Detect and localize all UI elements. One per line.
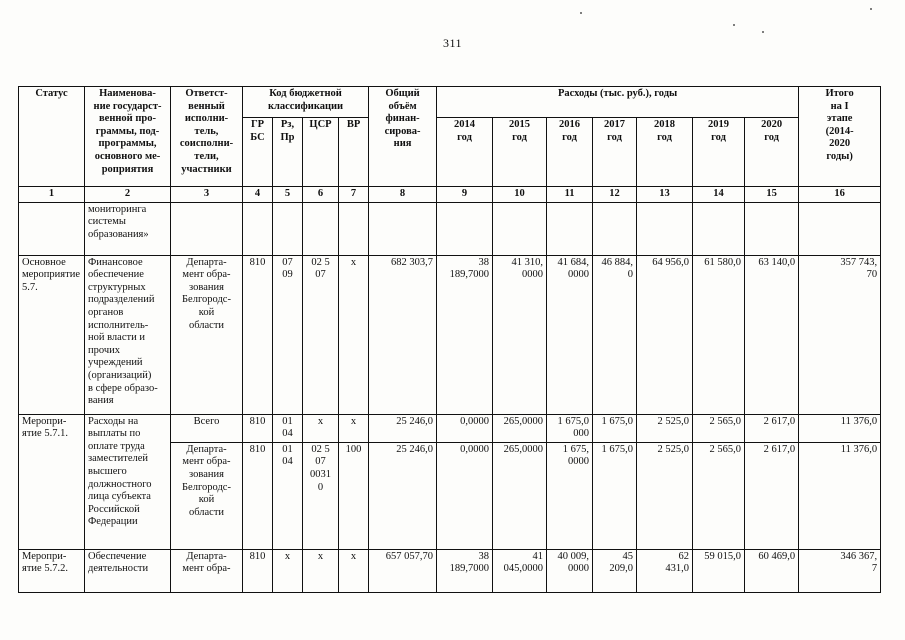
cell-grbs: 810 — [243, 255, 273, 414]
cell-grbs — [243, 202, 273, 255]
header-name: Наименова- ние государст- венной про- граммы, под- программы, основного ме- роприятия — [85, 87, 171, 187]
budget-table — [18, 86, 881, 593]
header-responsible: Ответст- венный исполни- тель, соисполни- тели, участники — [171, 87, 243, 187]
cell-2015: 265,0000 — [493, 442, 547, 549]
table-row — [19, 202, 881, 255]
column-number: 12 — [593, 187, 637, 203]
table-row — [19, 549, 881, 592]
cell-2019: 2 565,0 — [693, 414, 745, 442]
column-number: 14 — [693, 187, 745, 203]
cell-2017: 1 675,0 — [593, 442, 637, 549]
cell-2015: 41 045,0000 — [493, 549, 547, 592]
cell-rzpr: 01 04 — [273, 442, 303, 549]
cell-2015 — [493, 202, 547, 255]
cell-2014: 0,0000 — [437, 442, 493, 549]
header-total-volume: Общий объём финан- сирова- ния — [369, 87, 437, 187]
column-number-row — [19, 187, 881, 203]
scan-speck — [580, 12, 582, 14]
cell-2014: 38 189,7000 — [437, 549, 493, 592]
cell-status — [19, 202, 85, 255]
header-year-2018: 2018 год — [637, 118, 693, 187]
scan-speck — [870, 8, 872, 10]
cell-2020: 63 140,0 — [745, 255, 799, 414]
header-rzpr: Рз, Пр — [273, 118, 303, 187]
cell-2020: 2 617,0 — [745, 442, 799, 549]
column-number: 10 — [493, 187, 547, 203]
cell-responsible: Департа- мент обра- зования Белгородс- кой области — [171, 442, 243, 549]
cell-2014: 0,0000 — [437, 414, 493, 442]
column-number: 3 — [171, 187, 243, 203]
cell-2018: 62 431,0 — [637, 549, 693, 592]
cell-rzpr: 01 04 — [273, 414, 303, 442]
column-number: 6 — [303, 187, 339, 203]
header-budget-code: Код бюджетной классификации — [243, 87, 369, 118]
cell-stage-total: 11 376,0 — [799, 442, 881, 549]
column-number: 13 — [637, 187, 693, 203]
cell-total: 657 057,70 — [369, 549, 437, 592]
cell-2018: 64 956,0 — [637, 255, 693, 414]
cell-2017 — [593, 202, 637, 255]
cell-2015: 265,0000 — [493, 414, 547, 442]
cell-2016 — [547, 202, 593, 255]
cell-2018: 2 525,0 — [637, 442, 693, 549]
cell-csr — [303, 202, 339, 255]
cell-2019: 59 015,0 — [693, 549, 745, 592]
cell-2017: 45 209,0 — [593, 549, 637, 592]
header-row — [19, 87, 881, 118]
cell-stage-total: 346 367, 7 — [799, 549, 881, 592]
cell-2020: 60 469,0 — [745, 549, 799, 592]
cell-total: 25 246,0 — [369, 414, 437, 442]
cell-name: мониторинга системы образования» — [85, 202, 171, 255]
header-grbs: ГР БС — [243, 118, 273, 187]
cell-csr: 02 5 07 — [303, 255, 339, 414]
cell-total: 25 246,0 — [369, 442, 437, 549]
column-number: 1 — [19, 187, 85, 203]
header-status: Статус — [19, 87, 85, 187]
column-number: 7 — [339, 187, 369, 203]
cell-2018 — [637, 202, 693, 255]
cell-vr: х — [339, 414, 369, 442]
cell-grbs: 810 — [243, 442, 273, 549]
cell-status: Меропри- ятие 5.7.1. — [19, 414, 85, 549]
header-year-2014: 2014 год — [437, 118, 493, 187]
cell-2020 — [745, 202, 799, 255]
cell-2018: 2 525,0 — [637, 414, 693, 442]
column-number: 5 — [273, 187, 303, 203]
header-year-2020: 2020 год — [745, 118, 799, 187]
cell-name: Расходы на выплаты по оплате труда заместителей высшего должностного лица субъекта Российской Федерации — [85, 414, 171, 549]
scan-speck — [733, 24, 735, 26]
cell-total: 682 303,7 — [369, 255, 437, 414]
cell-vr — [339, 202, 369, 255]
cell-name: Обеспечение деятельности — [85, 549, 171, 592]
scan-speck — [762, 31, 764, 33]
header-year-2016: 2016 год — [547, 118, 593, 187]
cell-responsible: Всего — [171, 414, 243, 442]
header-year-2017: 2017 год — [593, 118, 637, 187]
header-csr: ЦСР — [303, 118, 339, 187]
cell-rzpr — [273, 202, 303, 255]
cell-name: Финансовое обеспечение структурных подразделений органов исполнитель- ной власти и прочих учреждений (организаций) в сфере образо- вания — [85, 255, 171, 414]
column-number: 9 — [437, 187, 493, 203]
cell-csr: х — [303, 549, 339, 592]
cell-status: Меропри- ятие 5.7.2. — [19, 549, 85, 592]
table-row — [19, 414, 881, 442]
cell-vr: х — [339, 255, 369, 414]
header-vr: ВР — [339, 118, 369, 187]
cell-2016: 40 009, 0000 — [547, 549, 593, 592]
cell-2019: 2 565,0 — [693, 442, 745, 549]
cell-2016: 41 684, 0000 — [547, 255, 593, 414]
header-stage-total: Итого на I этапе (2014- 2020 годы) — [799, 87, 881, 187]
column-number: 15 — [745, 187, 799, 203]
cell-2019 — [693, 202, 745, 255]
cell-vr: х — [339, 549, 369, 592]
cell-2016: 1 675,0 000 — [547, 414, 593, 442]
cell-2016: 1 675, 0000 — [547, 442, 593, 549]
header-year-2019: 2019 год — [693, 118, 745, 187]
header-expenses: Расходы (тыс. руб.), годы — [437, 87, 799, 118]
cell-rzpr: 07 09 — [273, 255, 303, 414]
cell-csr: х — [303, 414, 339, 442]
cell-2017: 46 884, 0 — [593, 255, 637, 414]
cell-grbs: 810 — [243, 549, 273, 592]
cell-stage-total — [799, 202, 881, 255]
cell-2015: 41 310, 0000 — [493, 255, 547, 414]
cell-total — [369, 202, 437, 255]
column-number: 2 — [85, 187, 171, 203]
cell-rzpr: х — [273, 549, 303, 592]
column-number: 11 — [547, 187, 593, 203]
cell-stage-total: 357 743, 70 — [799, 255, 881, 414]
cell-2014: 38 189,7000 — [437, 255, 493, 414]
cell-grbs: 810 — [243, 414, 273, 442]
cell-responsible: Департа- мент обра- — [171, 549, 243, 592]
table-row — [19, 255, 881, 414]
column-number: 4 — [243, 187, 273, 203]
page-number: 311 — [442, 36, 463, 50]
cell-2019: 61 580,0 — [693, 255, 745, 414]
cell-2020: 2 617,0 — [745, 414, 799, 442]
cell-csr: 02 5 07 0031 0 — [303, 442, 339, 549]
cell-responsible: Департа- мент обра- зования Белгородс- кой области — [171, 255, 243, 414]
cell-2014 — [437, 202, 493, 255]
cell-2017: 1 675,0 — [593, 414, 637, 442]
cell-stage-total: 11 376,0 — [799, 414, 881, 442]
column-number: 16 — [799, 187, 881, 203]
cell-responsible — [171, 202, 243, 255]
column-number: 8 — [369, 187, 437, 203]
header-year-2015: 2015 год — [493, 118, 547, 187]
cell-status: Основное мероприятие 5.7. — [19, 255, 85, 414]
cell-vr: 100 — [339, 442, 369, 549]
